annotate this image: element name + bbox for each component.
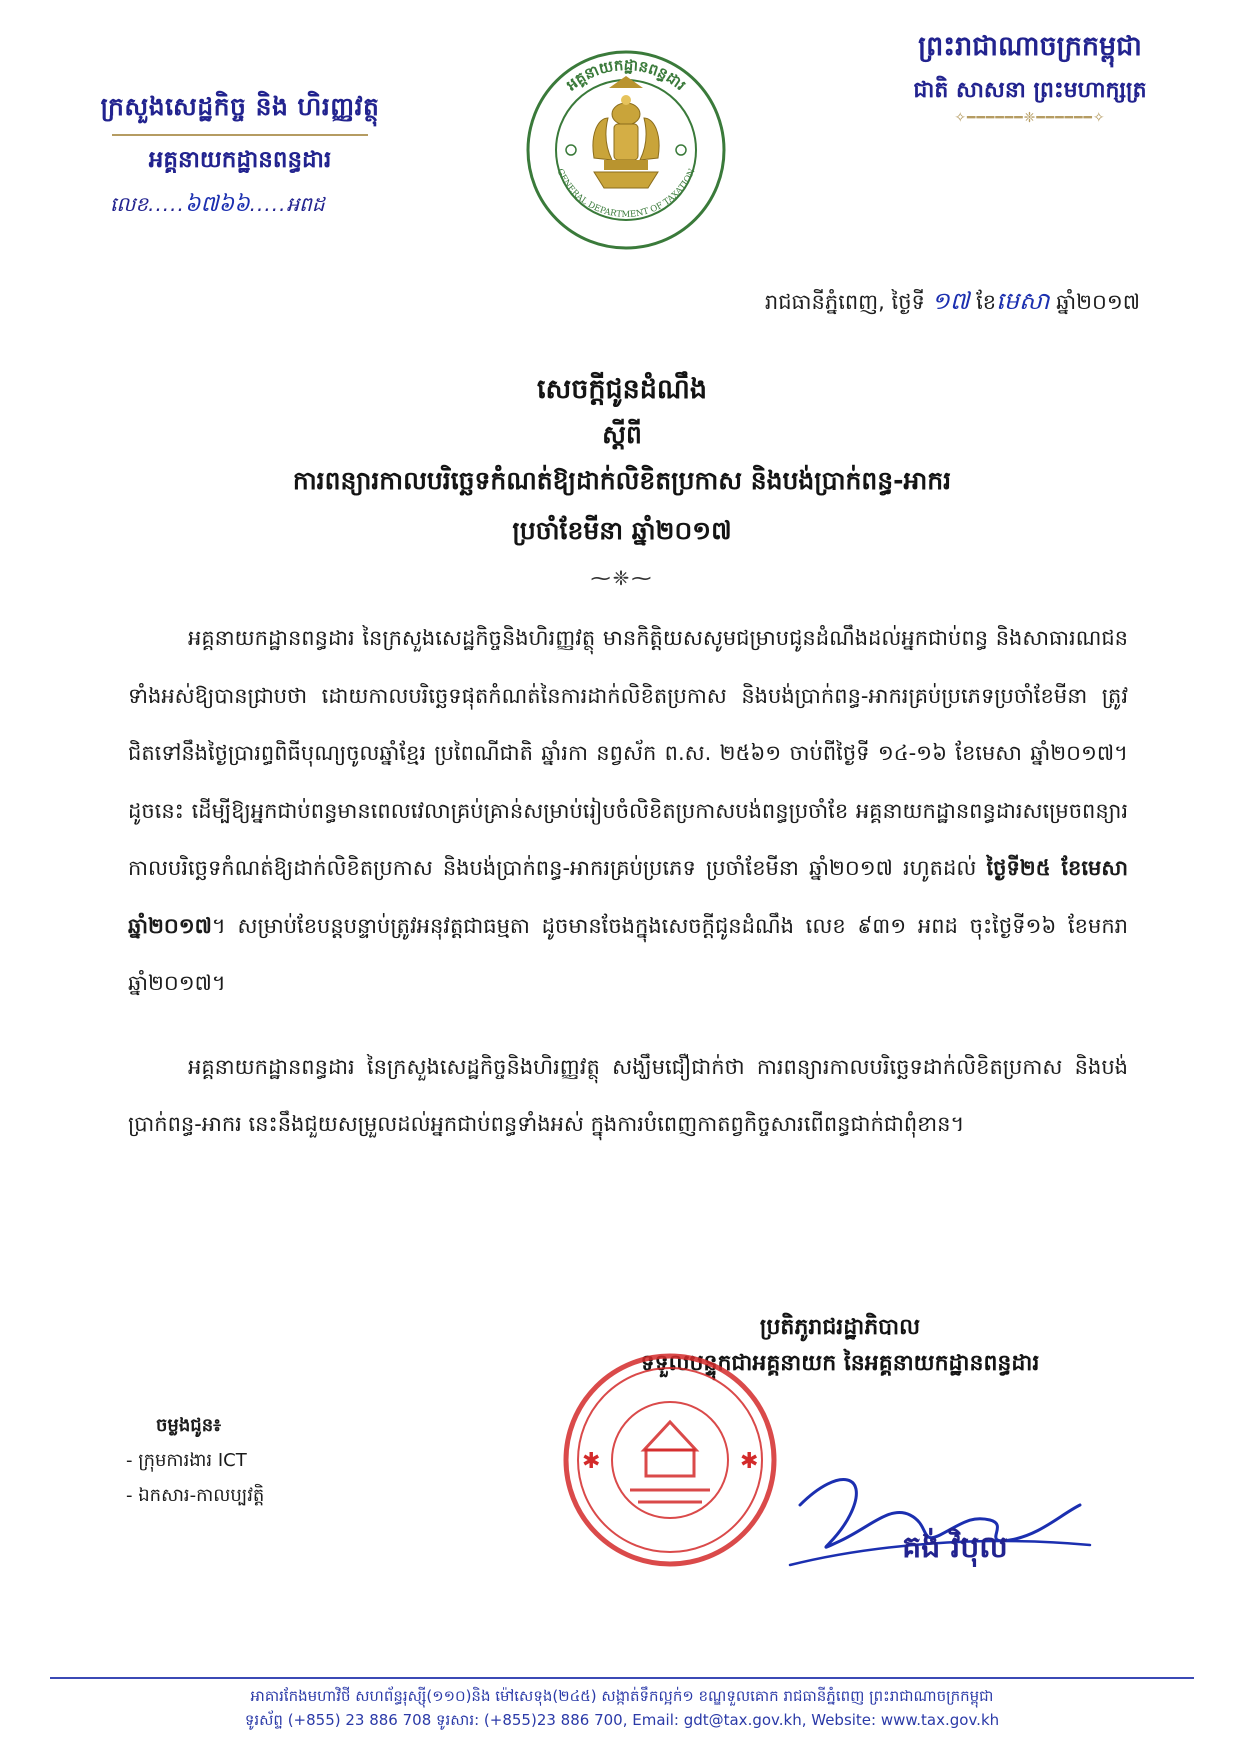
title-fleuron-icon: ⁓❈⁓ <box>590 566 654 590</box>
handwritten-signature-icon <box>780 1445 1100 1595</box>
date-month: មេសា <box>996 287 1050 315</box>
gdt-logo-icon <box>524 48 728 252</box>
date-year: ឆ្នាំ២០១៧ <box>1056 290 1140 314</box>
body-paragraph-1 <box>128 610 1128 1013</box>
header-divider <box>112 134 368 136</box>
motto-ornament: ✧━━━━━━❈━━━━━━✧ <box>954 110 1106 126</box>
signatory-name: គង់ វិបុល <box>902 1530 1008 1565</box>
footer-contact <box>50 1684 1194 1732</box>
logo-top-text: អគ្គនាយកដ្ឋានពន្ធដារ <box>562 55 690 95</box>
national-motto: ជាតិ សាសនា ព្រះមហាក្សត្រ <box>913 78 1147 103</box>
paragraph-1-text: អគ្គនាយកដ្ឋានពន្ធដារ នៃក្រសួងសេដ្ឋកិច្ចនិងហិរញ្ញវត្ថុ មានកិត្តិយសសូមជម្រាបជូនដំណឹងដល់អ្នកជាប់ពន្ធ និងសាធារណជនទាំងអស់ឱ្យបានជ្រាបថា ដោយកាលបរិច្ឆេទផុតកំណត់នៃការដាក់លិខិតប្រកាស និងបង់ប្រាក់ពន្ធ-អាករគ្រប់ប្រភេទប្រចាំខែមីនា ត្រូវជិតទៅនឹងថ្ងៃប្រារព្ធពិធីបុណ្យចូលឆ្នាំខ្មែរ ប្រពៃណីជាតិ ឆ្នាំរកា នព្វស័ក ព.ស. ២៥៦១ ចាប់ពីថ្ងៃទី ១៤-១៦ ខែមេសា ឆ្នាំ២០១៧។ ដូចនេះ ដើម្បីឱ្យអ្នកជាប់ពន្ធមានពេលវេលាគ្រប់គ្រាន់សម្រាប់រៀបចំលិខិតប្រកាសបង់ពន្ធប្រចាំខែ អគ្គនាយកដ្ឋានពន្ធដារសម្រេចពន្យារកាលបរិច្ឆេទកំណត់ឱ្យដាក់លិខិតប្រកាស និងបង់ប្រាក់ពន្ធ-អាករគ្រប់ប្រភេទ ប្រចាំខែមីនា ឆ្នាំ២០១៧ រហូតដល់ <box>128 626 1128 880</box>
title-line-2: ស្តីពី <box>602 420 642 449</box>
kingdom-name: ព្រះរាជាណាចក្រកម្ពុជា <box>918 31 1142 62</box>
copy-to-item: - ក្រុមការងារ ICT <box>126 1450 247 1471</box>
ministry-name: ក្រសួងសេដ្ឋកិច្ច និង ហិរញ្ញវត្ថុ <box>100 92 380 121</box>
signatory-line-2: ទទួលបន្ទុកជាអគ្គនាយក នៃអគ្គនាយកដ្ឋានពន្ធដារ <box>640 1351 1040 1376</box>
reference-number: លេខ.....៦៧៦៦.....អពដ <box>110 192 325 217</box>
ref-suffix: អពដ <box>286 192 325 216</box>
body-paragraph-2: អគ្គនាយកដ្ឋានពន្ធដារ នៃក្រសួងសេដ្ឋកិច្ចនិងហិរញ្ញវត្ថុ សង្ឃឹមជឿជាក់ថា ការពន្យារកាលបរិច្ឆេទដាក់លិខិតប្រកាស និងបង់ប្រាក់ពន្ធ-អាករ នេះនឹងជួយសម្រួលដល់អ្នកជាប់ពន្ធទាំងអស់ ក្នុងការបំពេញកាតព្វកិច្ចសារពើពន្ធជាក់ជាពុំខាន។ <box>128 1054 1128 1136</box>
title-line-1: សេចក្តីជូនដំណឹង <box>536 374 708 405</box>
logo-bottom-text: GENERAL DEPARTMENT OF TAXATION <box>554 167 698 220</box>
deadline-date: ថ្ងៃទី២៥ ខែមេសា ឆ្នាំ២០១៧ <box>128 856 1128 938</box>
paragraph-1-tail: ។ សម្រាប់ខែបន្តបន្ទាប់ត្រូវអនុវត្តជាធម្មតា ដូចមានចែងក្នុងសេចក្តីជូនដំណឹង លេខ ៩៣១ អពដ ចុះថ្ងៃទី១៦ ខែមករា ឆ្នាំ២០១៧។ <box>128 913 1128 995</box>
department-name: អគ្គនាយកដ្ឋានពន្ធដារ <box>148 147 332 173</box>
date-place: រាជធានីភ្នំពេញ, ថ្ងៃទី <box>764 290 925 314</box>
footer-divider <box>50 1677 1194 1679</box>
svg-text:✱: ✱ <box>740 1449 759 1474</box>
date-month-label: ខែ <box>976 290 997 314</box>
copy-to-item: - ឯកសារ-កាលប្បវត្តិ <box>126 1485 265 1506</box>
copy-to-list <box>126 1413 426 1518</box>
notice-body <box>128 610 1128 1154</box>
title-line-3: ការពន្យារកាលបរិច្ឆេទកំណត់ឱ្យដាក់លិខិតប្រកាស និងបង់ប្រាក់ពន្ធ-អាករ <box>292 466 952 495</box>
title-line-4: ប្រចាំខែមីនា ឆ្នាំ២០១៧ <box>512 516 732 545</box>
copy-to-title: ចម្លងជូន៖ <box>156 1415 222 1436</box>
official-seal-icon <box>560 1350 780 1570</box>
notice-title <box>150 366 1094 590</box>
svg-text:✱: ✱ <box>582 1449 601 1474</box>
document-date <box>640 286 1140 321</box>
date-day: ១៧ <box>931 287 970 315</box>
footer-address: អាគារកែងមហាវិថី សហព័ន្ធរុស្ស៊ី(១១០)និង ម៉ៅសេទុង(២៤៥) សង្កាត់ទឹកល្អក់១ ខណ្ឌទួលគោក រាជធានីភ្នំពេញ ព្រះរាជាណាចក្រកម្ពុជា <box>250 1687 994 1705</box>
ref-prefix: លេខ <box>110 192 149 216</box>
footer-contact-details: ទូរស័ព្ទ (+855) 23 886 708 ទូរសារ: (+855)23 886 700, Email: gdt@tax.gov.kh, Website: www.tax.gov.kh <box>244 1711 1000 1729</box>
signatory-line-1: ប្រតិភូរាជរដ្ឋាភិបាល <box>759 1315 921 1340</box>
ref-number: ៦៧៦៦ <box>184 192 250 217</box>
